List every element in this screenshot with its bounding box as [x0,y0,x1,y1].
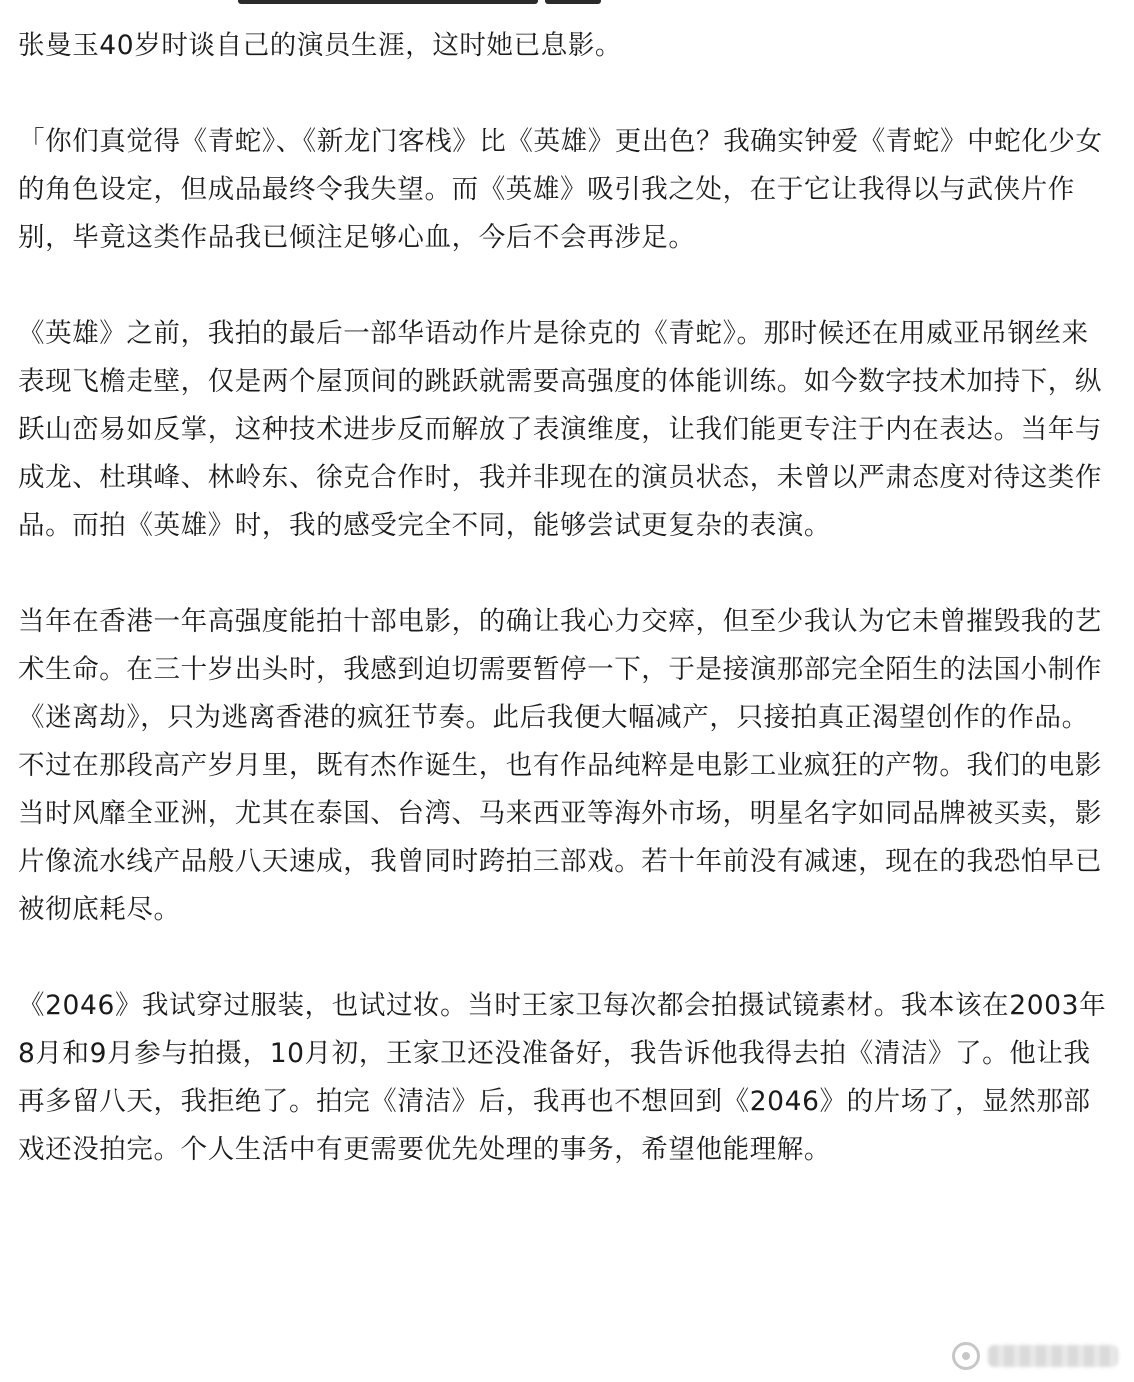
quote-paragraph-hero: 「你们真觉得《青蛇》、《新龙门客栈》比《英雄》更出色？我确实钟爱《青蛇》中蛇化少女的角色设定，但成品最终令我失望。而《英雄》吸引我之处，在于它让我得以与武侠片作别，毕竟这类作品我已倾注足够心血，今后不会再涉足。 [18,126,1103,253]
quote-paragraph-2046: 《2046》我试穿过服装，也试过妆。当时王家卫每次都会拍摄试镜素材。我本该在2003年8月和9月参与拍摄，10月初，王家卫还没准备好，我告诉他我得去拍《清洁》了。他让我再多留八天，我拒绝了。拍完《清洁》后，我再也不想回到《2046》的片场了，显然那部戏还没拍完。个人生活中有更需要优先处理的事务，希望他能理解。 [18,990,1107,1165]
watermark-logo-icon [952,1342,980,1370]
paragraph-gap [18,70,1110,118]
paragraph-gap [18,262,1110,310]
article-body [18,22,1110,1174]
cropped-text-fragment [238,0,538,4]
blurred-watermark-handle [988,1345,1118,1367]
quote-paragraph-hong-kong: 当年在香港一年高强度能拍十部电影，的确让我心力交瘁，但至少我认为它未曾摧毁我的艺术生命。在三十岁出头时，我感到迫切需要暂停一下，于是接演那部完全陌生的法国小制作《迷离劫》，只为逃离香港的疯狂节奏。此后我便大幅减产，只接拍真正渴望创作的作品。不过在那段高产岁月里，既有杰作诞生，也有作品纯粹是电影工业疯狂的产物。我们的电影当时风靡全亚洲，尤其在泰国、台湾、马来西亚等海外市场，明星名字如同品牌被买卖，影片像流水线产品般八天速成，我曾同时跨拍三部戏。若十年前没有减速，现在的我恐怕早已被彻底耗尽。 [18,606,1102,925]
paragraph-gap [18,934,1110,982]
quote-paragraph-action-films: 《英雄》之前，我拍的最后一部华语动作片是徐克的《青蛇》。那时候还在用威亚吊钢丝来表现飞檐走壁，仅是两个屋顶间的跳跃就需要高强度的体能训练。如今数字技术加持下，纵跃山峦易如反掌，这种技术进步反而解放了表演维度，让我们能更专注于内在表达。当年与成龙、杜琪峰、林岭东、徐克合作时，我并非现在的演员状态，未曾以严肃态度对待这类作品。而拍《英雄》时，我的感受完全不同，能够尝试更复杂的表演。 [18,318,1102,541]
cropped-previous-line [0,0,1134,6]
platform-watermark [952,1342,1118,1370]
cropped-text-fragment [545,0,601,4]
intro-paragraph: 张曼玉40岁时谈自己的演员生涯，这时她已息影。 [18,30,623,61]
paragraph-gap [18,550,1110,598]
